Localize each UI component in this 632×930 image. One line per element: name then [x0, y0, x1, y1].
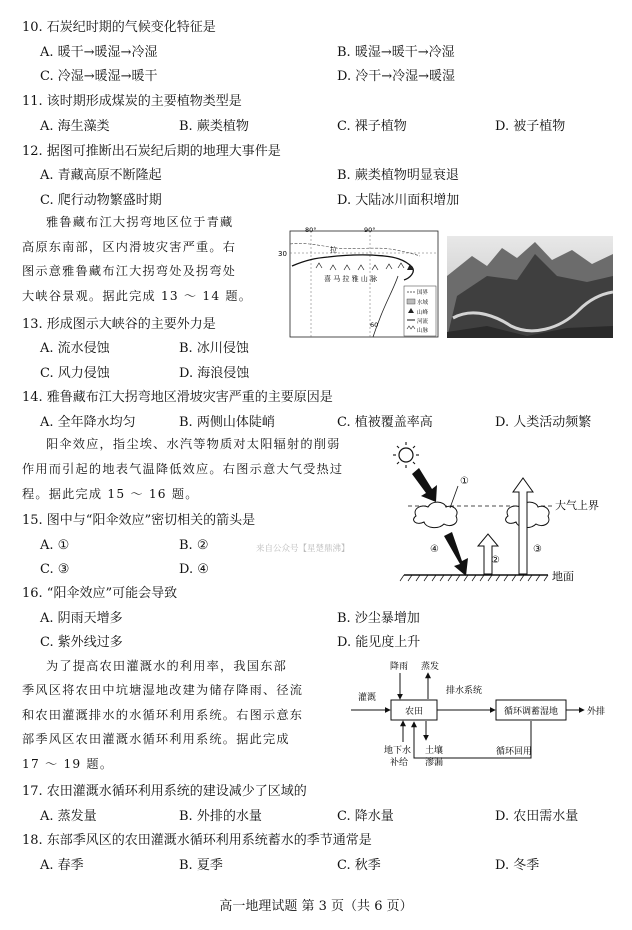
rain-label: 降雨	[390, 662, 409, 672]
q16-option-d: D. 能见度上升	[337, 635, 421, 650]
map-lon-80: 80°	[305, 226, 317, 234]
passage3-line5: 17 ～ 19 题。	[22, 757, 114, 771]
q14-stem: 14. 雅鲁藏布江大拐弯地区滑坡灾害严重的主要原因是	[22, 390, 333, 405]
groundwater-label-1: 地下水	[384, 746, 412, 756]
q14-option-c: C. 植被覆盖率高	[337, 415, 433, 430]
watermark: 来自公众号【星楚鼎沸】	[256, 544, 350, 554]
passage1-line1: 雅鲁藏布江大拐弯地区位于青藏	[46, 215, 234, 229]
soil-label-1: 土壤	[425, 746, 444, 756]
passage3-line1: 为了提高农田灌溉水的利用率，我国东部	[46, 659, 287, 673]
groundwater-label-2: 补给	[390, 758, 409, 768]
arrow-3-label: ③	[533, 544, 542, 555]
q17-option-d: D. 农田需水量	[495, 809, 579, 824]
soil-label-2: 渗漏	[425, 758, 444, 768]
legend-water: 水域	[417, 300, 429, 306]
q10-option-c: C. 冷湿→暖湿→暖干	[40, 69, 158, 84]
atmosphere-top-label: 大气上界	[555, 499, 599, 512]
q13-option-a: A. 流水侵蚀	[40, 341, 110, 356]
passage1-line3: 图示意雅鲁藏布江大拐弯处及拐弯处	[22, 264, 237, 278]
irrigation-label: 灌溉	[358, 693, 377, 703]
farmland-box-label: 农田	[404, 707, 424, 717]
reuse-label: 循环回用	[496, 747, 533, 757]
q11-option-d: D. 被子植物	[495, 119, 566, 134]
q14-option-b: B. 两侧山体陡峭	[179, 415, 275, 430]
q18-option-b: B. 夏季	[179, 858, 223, 873]
q11-option-c: C. 裸子植物	[337, 119, 407, 134]
wetland-box-label: 循环调蓄湿地	[503, 707, 559, 717]
q17-option-c: C. 降水量	[337, 809, 394, 824]
q13-stem: 13. 形成图示大峡谷的主要外力是	[22, 317, 216, 332]
drainage-label: 排水系统	[446, 686, 483, 696]
q14-option-a: A. 全年降水均匀	[40, 415, 136, 430]
legend-peak: 山峰	[417, 310, 429, 316]
q16-option-a: A. 阴雨天增多	[40, 611, 123, 626]
q10-option-b: B. 暖湿→暖干→冷湿	[337, 45, 455, 60]
passage2-line2: 作用而引起的地表气温降低效应。右图示意大气受热过	[22, 462, 344, 476]
discharge-label: 外排	[587, 707, 606, 717]
q15-option-b: B. ②	[179, 538, 209, 553]
irrigation-system-figure	[346, 660, 616, 772]
q15-option-a: A. ①	[40, 538, 70, 553]
map-lon-90: 90°	[364, 226, 376, 234]
passage2-line1: 阳伞效应，指尘埃、水汽等物质对太阳辐射的削弱	[46, 437, 341, 451]
map-lat-60: 60	[370, 321, 379, 329]
passage3-line2: 季风区将农田中坑塘湿地改建为储存降雨、径流	[22, 683, 304, 697]
passage3-line4: 部季风区农田灌溉水循环利用系统。据此完成	[22, 732, 290, 746]
q18-option-d: D. 冬季	[495, 858, 540, 873]
arrow-1-label: ①	[460, 476, 469, 487]
map-river-label: 拉	[330, 246, 337, 254]
q16-option-c: C. 紫外线过多	[40, 635, 123, 650]
q13-option-b: B. 冰川侵蚀	[179, 341, 249, 356]
arrow-4-label: ④	[430, 544, 439, 555]
passage1-line2: 高原东南部，区内滑坡灾害严重。右	[22, 240, 237, 254]
page-footer: 高一地理试题 第 3 页（共 6 页）	[219, 899, 413, 914]
q12-option-b: B. 蕨类植物明显衰退	[337, 168, 459, 183]
sun-icon	[393, 442, 419, 468]
legend-river: 河流	[417, 319, 429, 325]
q18-option-c: C. 秋季	[337, 858, 381, 873]
q14-option-d: D. 人类活动频繁	[495, 415, 592, 430]
yarlung-map-figure	[276, 226, 442, 339]
passage1-line4: 大峡谷景观。据此完成 13 ～ 14 题。	[22, 289, 253, 303]
arrow-2-label: ②	[491, 555, 500, 566]
map-lat-30: 30	[278, 250, 287, 258]
evaporation-label: 蒸发	[421, 662, 440, 672]
q13-option-d: D. 海浪侵蚀	[179, 366, 250, 381]
q16-stem: 16. “阳伞效应”可能会导致	[22, 586, 178, 601]
q17-stem: 17. 农田灌溉水循环利用系统的建设减少了区域的	[22, 784, 307, 799]
legend-border: 国界	[417, 290, 429, 296]
q10-option-d: D. 冷干→冷湿→暖湿	[337, 69, 456, 84]
q15-option-d: D. ④	[179, 562, 209, 577]
passage2-line3: 程。据此完成 15 ～ 16 题。	[22, 487, 199, 501]
q15-stem: 15. 图中与“阳伞效应”密切相关的箭头是	[22, 513, 256, 528]
q17-option-b: B. 外排的水量	[179, 809, 262, 824]
q10-stem: 10. 石炭纪时期的气候变化特征是	[22, 20, 216, 35]
atmosphere-heating-figure	[388, 440, 616, 584]
map-range-label: 喜 马 拉 雅 山 脉	[324, 275, 378, 283]
q12-option-c: C. 爬行动物繁盛时期	[40, 193, 162, 208]
q15-option-c: C. ③	[40, 562, 70, 577]
q10-option-a: A. 暖干→暖湿→冷湿	[40, 45, 158, 60]
canyon-photo	[447, 236, 613, 338]
q18-option-a: A. 春季	[40, 858, 84, 873]
q11-stem: 11. 该时期形成煤炭的主要植物类型是	[22, 94, 242, 109]
q13-option-c: C. 风力侵蚀	[40, 366, 110, 381]
legend-range: 山脉	[417, 328, 429, 334]
ground-label: 地面	[552, 570, 574, 583]
q12-option-d: D. 大陆冰川面积增加	[337, 193, 460, 208]
q18-stem: 18. 东部季风区的农田灌溉水循环利用系统蓄水的季节通常是	[22, 833, 372, 848]
q12-stem: 12. 据图可推断出石炭纪后期的地理大事件是	[22, 144, 281, 159]
q17-option-a: A. 蒸发量	[40, 809, 97, 824]
q11-option-a: A. 海生藻类	[40, 119, 110, 134]
passage3-line3: 和农田灌溉排水的水循环利用系统。右图示意东	[22, 708, 304, 722]
q12-option-a: A. 青藏高原不断隆起	[40, 168, 162, 183]
q11-option-b: B. 蕨类植物	[179, 119, 249, 134]
q16-option-b: B. 沙尘暴增加	[337, 611, 420, 626]
